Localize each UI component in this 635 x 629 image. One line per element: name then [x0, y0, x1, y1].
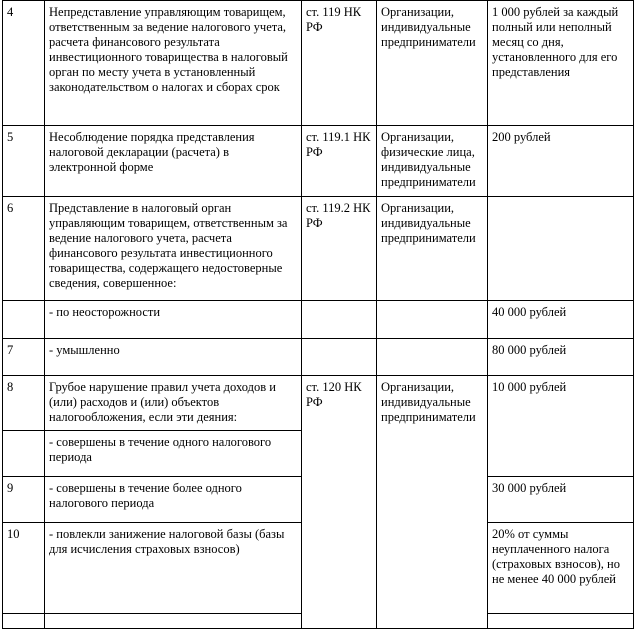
row-number — [3, 614, 45, 629]
fine-amount: 80 000 рублей — [488, 339, 634, 376]
table-row — [3, 376, 634, 431]
liable-subjects — [377, 339, 488, 376]
violation-description: Грубое нарушение правил учета доходов и (или) расходов и (или) объектов налогообложения, если эти деяния: — [45, 376, 302, 431]
row-number — [3, 431, 45, 477]
fine-amount: 40 000 рублей — [488, 301, 634, 339]
liable-subjects: Организации, физические лица, индивидуальные предприниматели — [377, 126, 488, 197]
violation-description: - умышленно — [45, 339, 302, 376]
tax-code-article: ст. 119.2 НК РФ — [302, 197, 377, 301]
tax-code-article: ст. 119 НК РФ — [302, 1, 377, 126]
row-number: 4 — [3, 1, 45, 126]
tax-code-article — [302, 301, 377, 339]
violation-description: Несоблюдение порядка представления налоговой декларации (расчета) в электронной форме — [45, 126, 302, 197]
violation-description: - повлекли занижение налоговой базы (базы для исчисления страховых взносов) — [45, 523, 302, 614]
fine-amount — [488, 614, 634, 629]
liable-subjects: Организации, индивидуальные предприниматели — [377, 1, 488, 126]
liable-subjects: Организации, индивидуальные предприниматели — [377, 376, 488, 629]
table-row — [3, 126, 634, 197]
violation-description: - совершены в течение одного налогового периода — [45, 431, 302, 477]
tax-code-article: ст. 120 НК РФ — [302, 376, 377, 629]
table-row — [3, 197, 634, 301]
violation-description: - совершены в течение более одного налогового периода — [45, 477, 302, 523]
table-row — [3, 339, 634, 376]
fine-amount: 20% от суммы неуплаченного налога (страховых взносов), но не менее 40 000 рублей — [488, 523, 634, 614]
row-number — [3, 301, 45, 339]
fine-amount — [488, 197, 634, 301]
fine-amount: 200 рублей — [488, 126, 634, 197]
tax-code-article — [302, 339, 377, 376]
table-row — [3, 1, 634, 126]
fine-amount: 30 000 рублей — [488, 477, 634, 523]
liable-subjects: Организации, индивидуальные предприниматели — [377, 197, 488, 301]
liable-subjects — [377, 301, 488, 339]
row-number: 6 — [3, 197, 45, 301]
row-number: 5 — [3, 126, 45, 197]
row-number: 10 — [3, 523, 45, 614]
penalties-table — [2, 0, 634, 629]
violation-description: Непредставление управляющим товарищем, ответственным за ведение налогового учета, расчета финансового результата инвестиционного товарищества в налоговый орган по месту учета в установленный законодательством о налогах и сборах срок — [45, 1, 302, 126]
row-number: 7 — [3, 339, 45, 376]
violation-description: - по неосторожности — [45, 301, 302, 339]
tax-code-article: ст. 119.1 НК РФ — [302, 126, 377, 197]
violation-description: Представление в налоговый орган управляющим товарищем, ответственным за ведение налогового учета, расчета финансового результата инвестиционного товарищества, содержащего недостоверные сведения, совершенное: — [45, 197, 302, 301]
row-number: 9 — [3, 477, 45, 523]
table-row — [3, 301, 634, 339]
fine-amount: 1 000 рублей за каждый полный или неполный месяц со дня, установленного для его представления — [488, 1, 634, 126]
row-number: 8 — [3, 376, 45, 431]
fine-amount: 10 000 рублей — [488, 376, 634, 477]
violation-description — [45, 614, 302, 629]
